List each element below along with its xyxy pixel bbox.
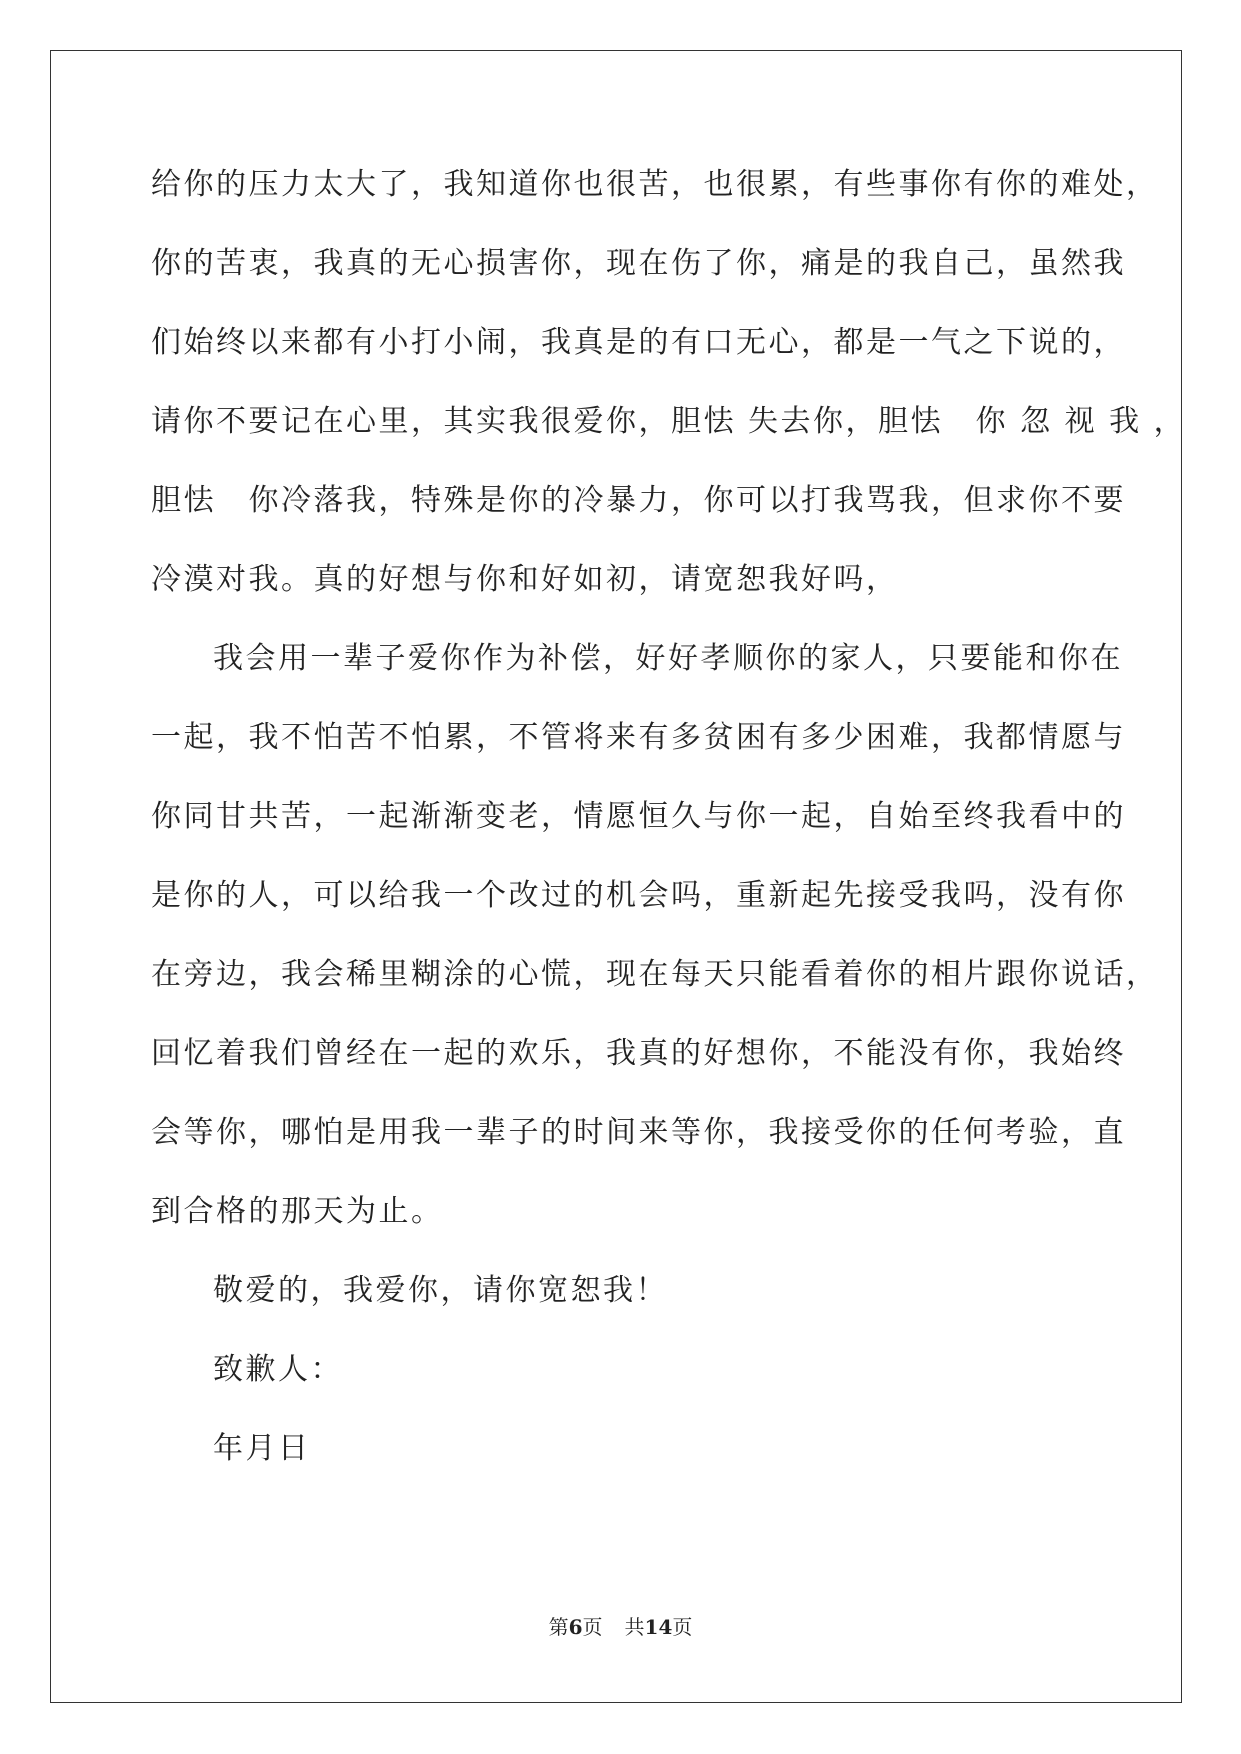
text-line: 一起，我不怕苦不怕累，不管将来有多贫困有多少困难，我都情愿与 [151,720,1126,755]
text-line: 你的苦衷，我真的无心损害你，现在伤了你，痛是的我自己，虽然我 [151,246,1126,281]
text-line: 冷漠对我。真的好想与你和好如初，请宽恕我好吗， [151,562,899,597]
page-suffix: 页 [582,1615,603,1639]
text-line: 到合格的那天为止。 [151,1194,444,1229]
text-line: 回忆着我们曾经在一起的欢乐，我真的好想你，不能没有你，我始终 [151,1036,1126,1071]
text-line: 在旁边，我会稀里糊涂的心慌，现在每天只能看着你的相片跟你说话， [151,957,1159,992]
text-line: 会等你，哪怕是用我一辈子的时间来等你，我接受你的任何考验，直 [151,1115,1126,1150]
text-line: 是你的人，可以给我一个改过的机会吗，重新起先接受我吗，没有你 [151,878,1126,913]
total-suffix: 页 [672,1615,693,1639]
date-line: 年月日 [213,1431,311,1466]
page-footer [0,1612,1241,1642]
text-line: 给你的压力太大了，我知道你也很苦，也很累，有些事你有你的难处， [151,167,1159,202]
page-number: 6 [568,1615,583,1639]
text-line: 胆怯 你冷落我，特殊是你的冷暴力，你可以打我骂我，但求你不要 [151,483,1126,518]
text-line: 们始终以来都有小打小闹，我真是的有口无心，都是一气之下说的， [151,325,1126,360]
closing-line: 敬爱的，我爱你，请你宽恕我！ [213,1273,668,1308]
page-prefix: 第 [548,1615,569,1639]
letter-body [151,158,1187,1501]
total-pages: 14 [644,1615,673,1639]
text-line: 请你不要记在心里，其实我很爱你，胆怯 失去你，胆怯 你 忽 视 我 ， [151,404,1187,439]
signature-label: 致歉人： [213,1352,343,1387]
paragraph-first-line: 我会用一辈子爱你作为补偿，好好孝顺你的家人，只要能和你在 [213,641,1123,676]
text-line: 你同甘共苦，一起渐渐变老，情愿恒久与你一起，自始至终我看中的 [151,799,1126,834]
total-prefix: 共 [624,1615,645,1639]
